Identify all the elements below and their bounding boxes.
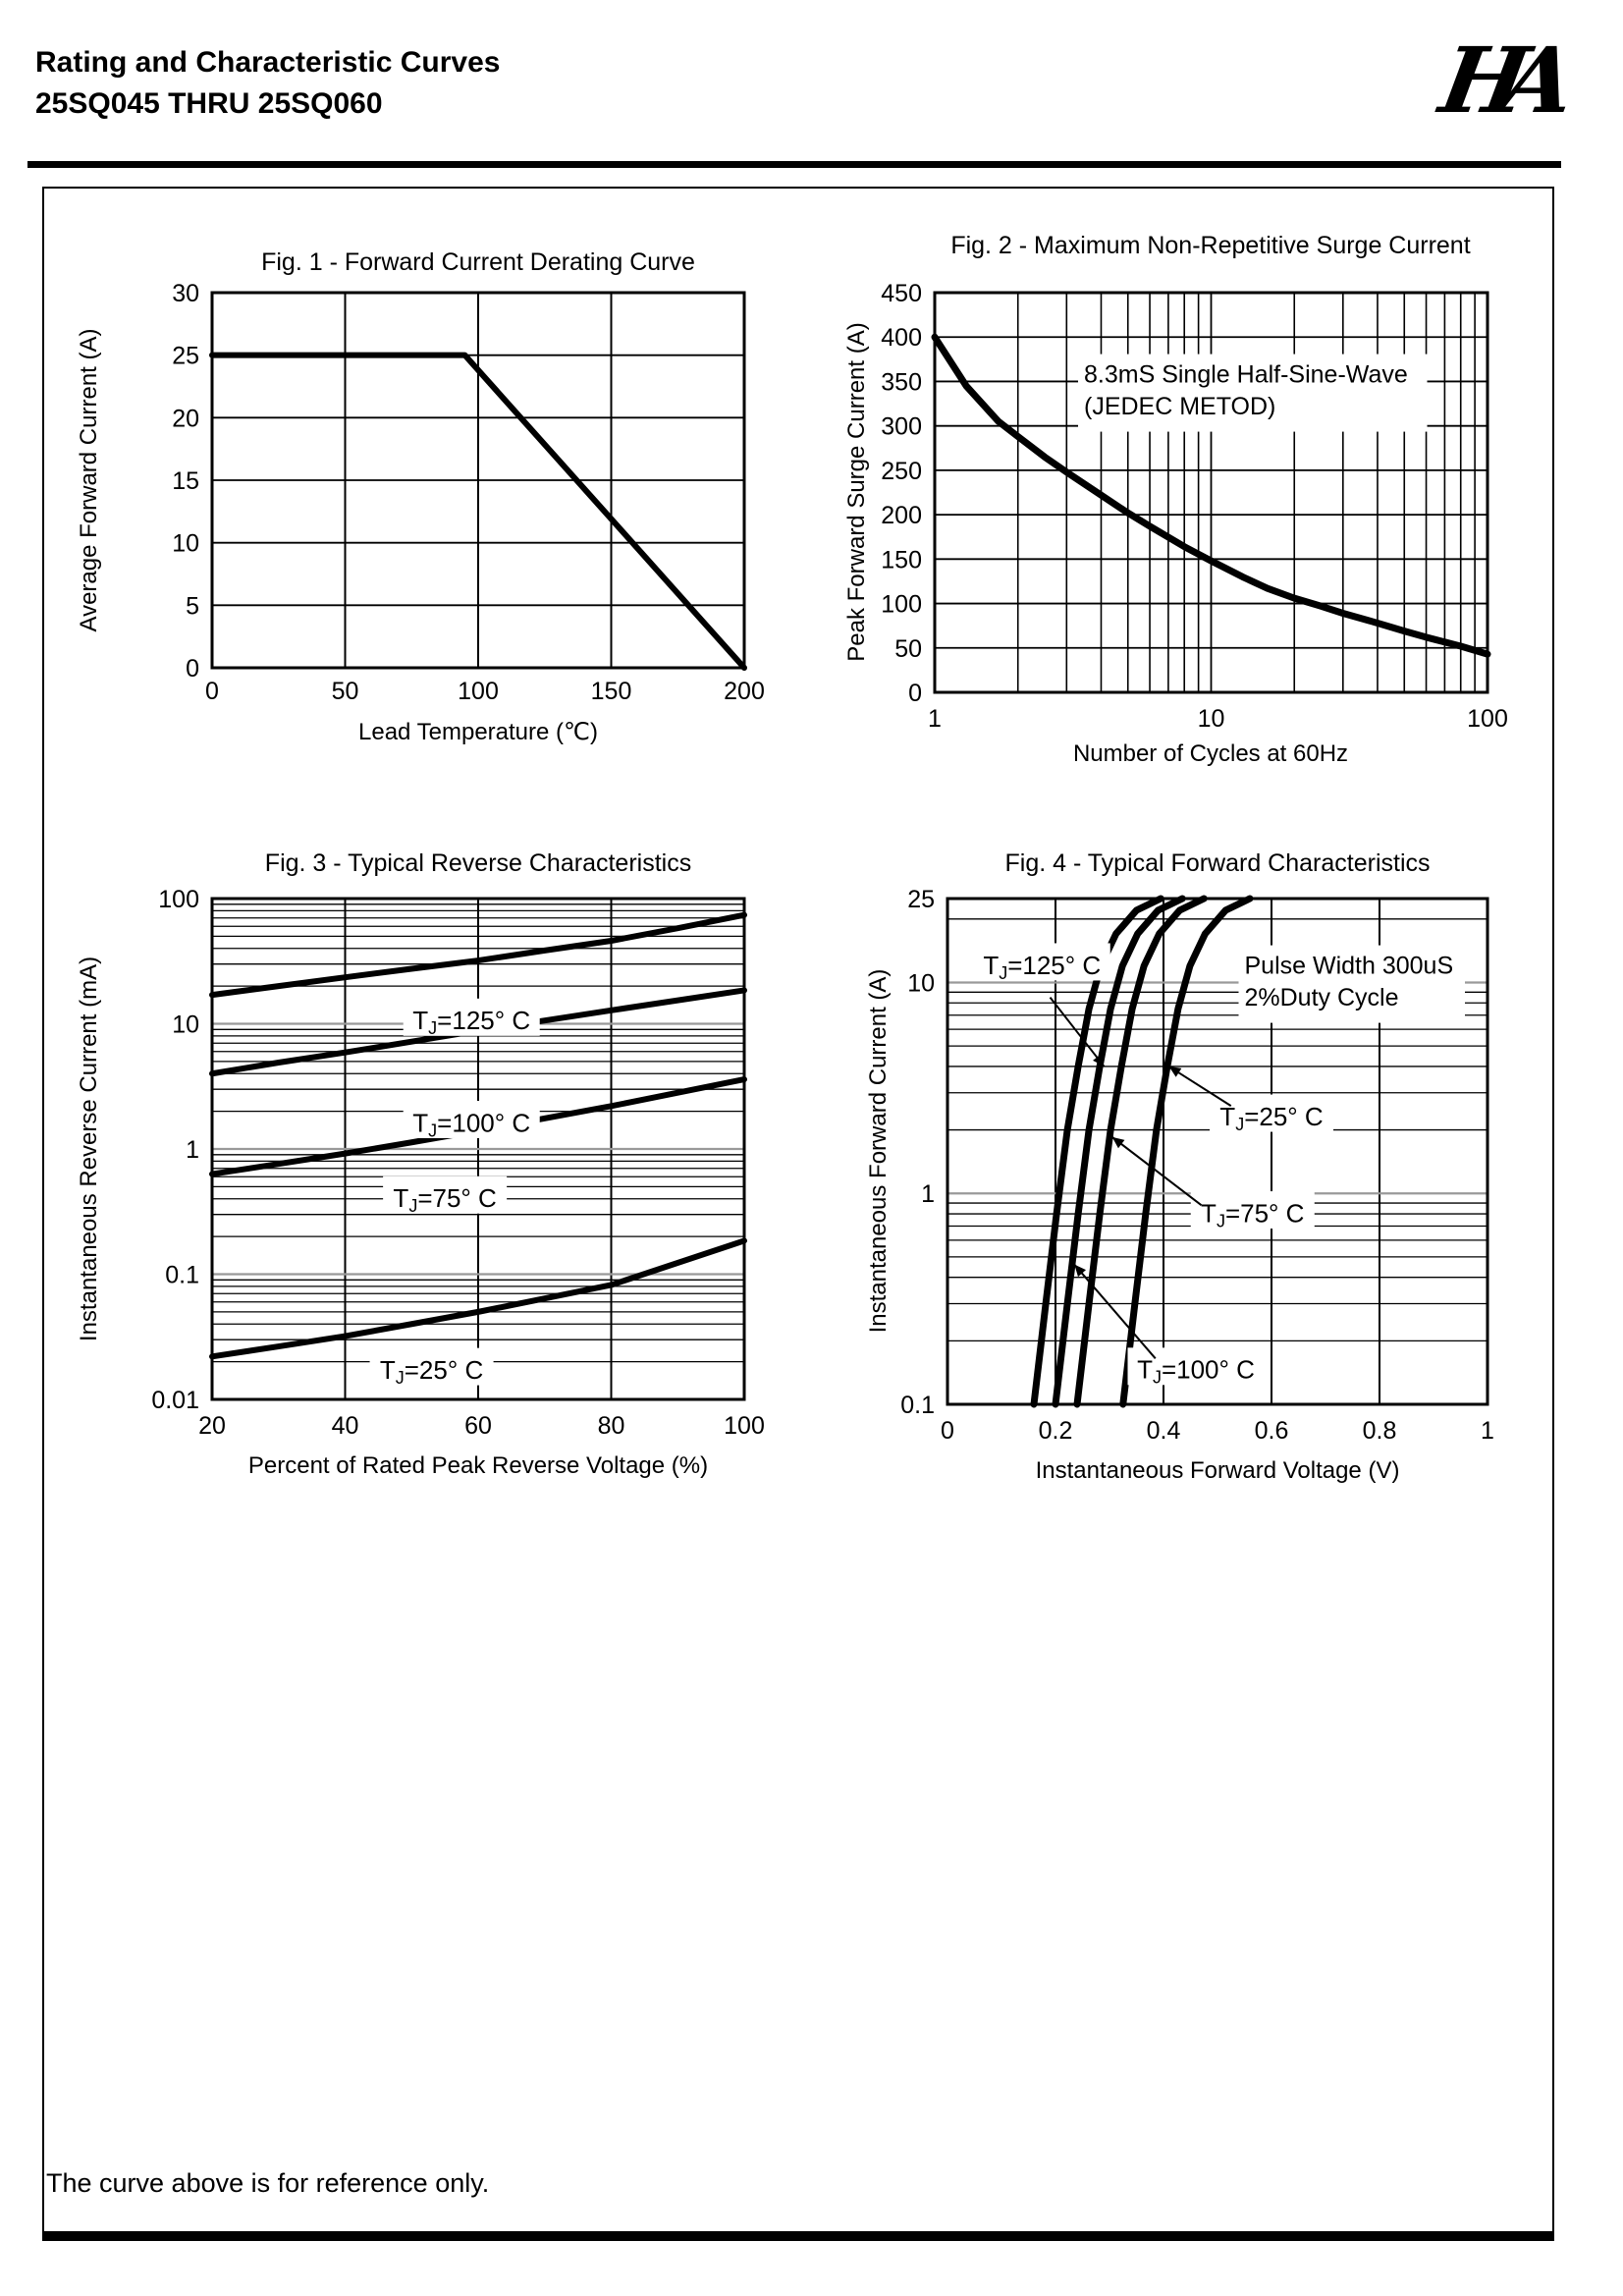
y-tick-label: 25 (172, 342, 199, 370)
y-tick-label: 10 (172, 1011, 199, 1039)
x-tick-label: 20 (198, 1412, 226, 1440)
x-tick-label: 50 (331, 678, 359, 705)
y-tick-label: 350 (881, 368, 922, 397)
y-tick-label: 450 (881, 280, 922, 307)
x-tick-label: 40 (331, 1412, 359, 1440)
figure-4-forward-characteristics-chart (864, 845, 1571, 1493)
chart-title: Fig. 3 - Typical Reverse Characteristics (264, 849, 692, 877)
page-title: Rating and Characteristic Curves (35, 46, 501, 79)
x-tick-label: 100 (724, 1412, 765, 1440)
annotation-text: 2%Duty Cycle (1244, 984, 1399, 1012)
y-tick-label: 0.1 (900, 1392, 935, 1419)
y-tick-label: 15 (172, 467, 199, 495)
x-axis-title: Lead Temperature (℃) (358, 719, 598, 745)
content-box-top-border (42, 187, 1554, 189)
x-axis-title: Instantaneous Forward Voltage (V) (1035, 1457, 1400, 1484)
y-axis-title: Instantaneous Reverse Current (mA) (76, 956, 102, 1342)
curve-label: TJ=125° C (983, 950, 1102, 983)
curve-label: TJ=25° C (379, 1354, 484, 1388)
content-box-left-border (42, 187, 44, 2241)
x-tick-label: 80 (597, 1412, 625, 1440)
y-tick-label: 25 (907, 886, 935, 913)
y-tick-label: 10 (172, 529, 199, 558)
header-rule-thick (27, 161, 1561, 168)
y-tick-label: 0.1 (165, 1261, 199, 1289)
y-tick-label: 1 (186, 1136, 199, 1164)
manufacturer-logo: HA (1433, 27, 1560, 134)
chart-title: Fig. 4 - Typical Forward Characteristics (1004, 849, 1431, 877)
x-tick-label: 1 (1481, 1417, 1494, 1445)
x-tick-label: 100 (458, 678, 499, 705)
y-tick-label: 400 (881, 324, 922, 353)
curve-label: TJ=75° C (393, 1183, 497, 1217)
chart-title: Fig. 2 - Maximum Non-Repetitive Surge Current (950, 232, 1471, 259)
y-tick-label: 100 (881, 590, 922, 619)
chart-title: Fig. 1 - Forward Current Derating Curve (261, 248, 695, 276)
figure-3-reverse-characteristics-chart (59, 845, 766, 1493)
x-axis-title: Percent of Rated Peak Reverse Voltage (%) (247, 1452, 709, 1479)
figure-2-surge-current-chart (835, 226, 1542, 776)
y-axis-title: Instantaneous Forward Current (A) (865, 968, 892, 1334)
y-tick-label: 0 (186, 655, 199, 683)
y-tick-label: 0.01 (151, 1387, 199, 1414)
x-tick-label: 0 (205, 678, 219, 705)
x-tick-label: 0.6 (1254, 1417, 1289, 1445)
y-tick-label: 20 (172, 405, 199, 433)
curve-label: TJ=75° C (1201, 1198, 1305, 1231)
y-tick-label: 100 (158, 886, 199, 913)
y-tick-label: 250 (881, 457, 922, 485)
x-axis-title: Number of Cycles at 60Hz (1072, 740, 1349, 767)
x-tick-label: 60 (464, 1412, 492, 1440)
curve-label: TJ=100° C (1137, 1354, 1255, 1388)
x-tick-label: 0.4 (1146, 1417, 1181, 1445)
x-tick-label: 0.8 (1362, 1417, 1397, 1445)
y-tick-label: 1 (921, 1180, 935, 1209)
x-tick-label: 0.2 (1038, 1417, 1073, 1445)
y-tick-label: 300 (881, 412, 922, 441)
y-tick-label: 50 (894, 634, 922, 663)
y-tick-label: 5 (186, 592, 199, 621)
y-axis-title: Peak Forward Surge Current (A) (843, 322, 870, 662)
y-tick-label: 10 (907, 969, 935, 998)
content-box-bottom-border (42, 2231, 1554, 2241)
x-tick-label: 1 (928, 705, 942, 733)
figure-1-forward-current-derating-chart (59, 241, 766, 751)
x-tick-label: 150 (590, 678, 632, 705)
x-tick-label: 10 (1197, 705, 1225, 733)
y-tick-label: 0 (908, 680, 922, 707)
y-axis-title: Average Forward Current (A) (76, 328, 102, 632)
y-tick-label: 150 (881, 546, 922, 574)
curve-label: TJ=125° C (412, 1006, 531, 1039)
part-number-range: 25SQ045 THRU 25SQ060 (35, 87, 383, 120)
reference-note: The curve above is for reference only. (46, 2168, 490, 2198)
x-tick-label: 100 (1467, 705, 1508, 733)
curve-label: TJ=25° C (1219, 1101, 1324, 1134)
x-tick-label: 0 (941, 1417, 954, 1445)
y-tick-label: 200 (881, 502, 922, 530)
y-tick-label: 30 (172, 280, 199, 307)
curve-label: TJ=100° C (412, 1108, 531, 1141)
annotation-text: (JEDEC METOD) (1084, 393, 1276, 421)
annotation-text: Pulse Width 300uS (1244, 952, 1454, 980)
annotation-text: 8.3mS Single Half-Sine-Wave (1084, 360, 1408, 389)
x-tick-label: 200 (724, 678, 765, 705)
